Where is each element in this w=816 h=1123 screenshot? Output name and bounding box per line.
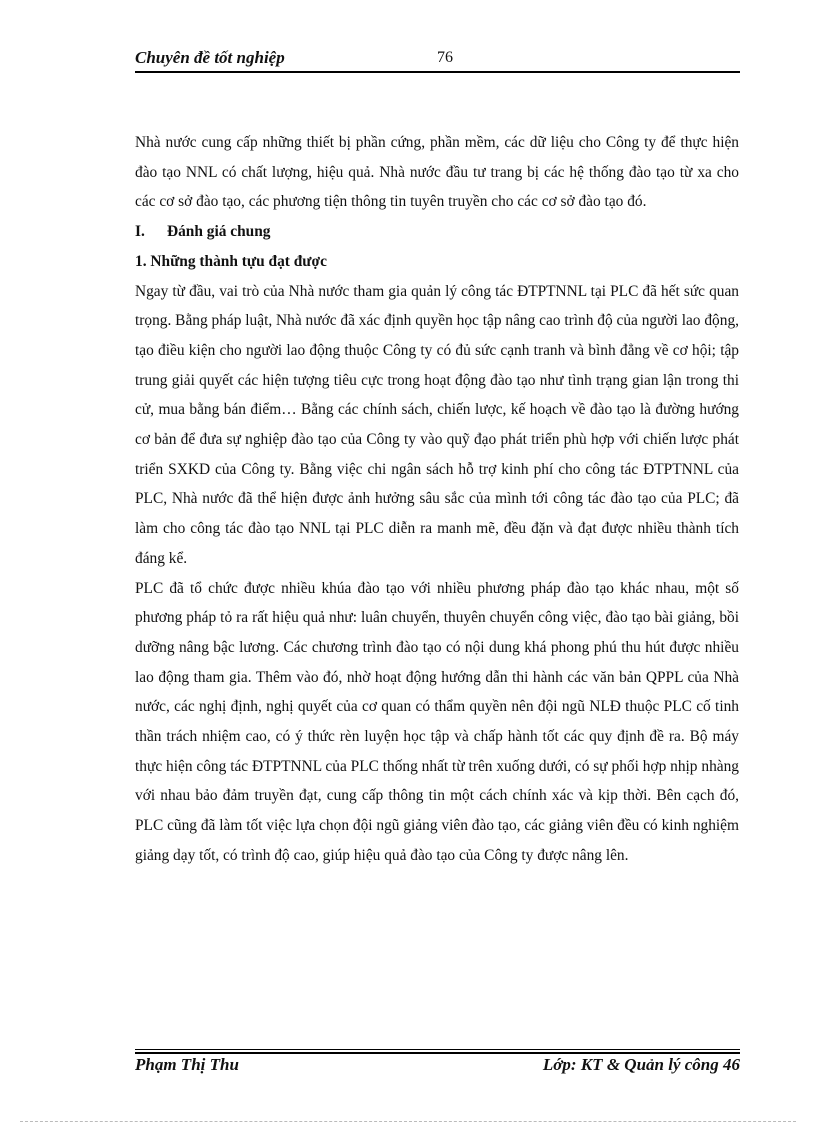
footer-author: Phạm Thị Thu <box>135 1055 239 1074</box>
section-title: Đánh giá chung <box>167 223 271 241</box>
header-title: Chuyên đề tốt nghiệp <box>135 48 285 67</box>
paragraph-1: Nhà nước cung cấp những thiết bị phần cứng, phần mềm, các dữ liệu cho Công ty để thực hiện đào tạo NNL có chất lượng, hiệu quả. Nhà nước đầu tư trang bị các hệ thống đào tạo từ xa cho các cơ sở đào tạo, các phương tiện thông tin tuyên truyền cho các cơ sở đào tạo đó. <box>135 134 739 211</box>
paragraph-3: PLC đã tổ chức được nhiều khúa đào tạo với nhiều phương pháp đào tạo khác nhau, một số phương pháp tỏ ra rất hiệu quả như: luân chuyển, thuyên chuyển công việc, đào tạo bài giảng, bồi dưỡng nâng bậc lương. Các chương trình đào tạo có nội dung khá phong phú thu hút được nhiều lao động tham gia. Thêm vào đó, nhờ hoạt động hướng dẫn thi hành các văn bản QPPL của Nhà nước, các nghị định, nghị quyết của cơ quan có thẩm quyền nên đội ngũ NLĐ thuộc PLC cố tinh thần trách nhiệm cao, có ý thức rèn luyện học tập và chấp hành tốt các quy định đề ra. Bộ máy thực hiện công tác ĐTPTNNL của PLC thống nhất từ trên xuống dưới, có sự phối hợp nhịp nhàng với nhau bảo đảm truyền đạt, cung cấp thông tin một cách chính xác và kịp thời. Bên cạch đó, PLC cũng đã làm tốt việc lựa chọn đội ngũ giảng viên đào tạo, các giảng viên đều có kinh nghiệm giảng dạy tốt, có trình độ cao, giúp hiệu quả đào tạo của Công ty được nâng lên. <box>135 579 739 864</box>
page-header <box>135 48 740 70</box>
subsection-heading: 1. Những thành tựu đạt được <box>135 252 327 270</box>
section-number: I. <box>135 223 145 241</box>
footer-class: Lớp: KT & Quản lý công 46 <box>542 1055 740 1074</box>
paragraph-2: Ngay từ đầu, vai trò của Nhà nước tham gia quản lý công tác ĐTPTNNL tại PLC đã hết sức quan trọng. Bằng pháp luật, Nhà nước đã xác định quyền học tập nâng cao trình độ của người lao động, tạo điều kiện cho người lao động thuộc Công ty có đủ sức cạnh tranh và bình đẳng về cơ hội; tập trung giải quyết các hiện tượng tiêu cực trong hoạt động đào tạo như tình trạng gian lận trong thi cử, mua bằng bán điểm… Bằng các chính sách, chiến lược, kế hoạch về đào tạo là đường hướng cơ bản để đưa sự nghiệp đào tạo của Công ty vào quỹ đạo phát triển phù hợp với chiến lược phát triển SXKD của Công ty. Bằng việc chi ngân sách hỗ trợ kinh phí cho công tác ĐTPTNNL của PLC, Nhà nước đã thể hiện được ảnh hưởng sâu sắc của mình tới công tác đào tạo của PLC; đã làm cho công tác đào tạo NNL tại PLC diễn ra manh mẽ, đều đặn và đạt được nhiều thành tích đáng kể. <box>135 282 739 567</box>
footer-divider-top <box>135 1049 740 1050</box>
footer-divider-bottom <box>135 1052 740 1054</box>
page-number: 76 <box>437 49 453 66</box>
document-body <box>135 128 739 871</box>
page-edge-divider <box>20 1121 796 1122</box>
header-divider <box>135 71 740 73</box>
section-heading <box>135 217 739 247</box>
